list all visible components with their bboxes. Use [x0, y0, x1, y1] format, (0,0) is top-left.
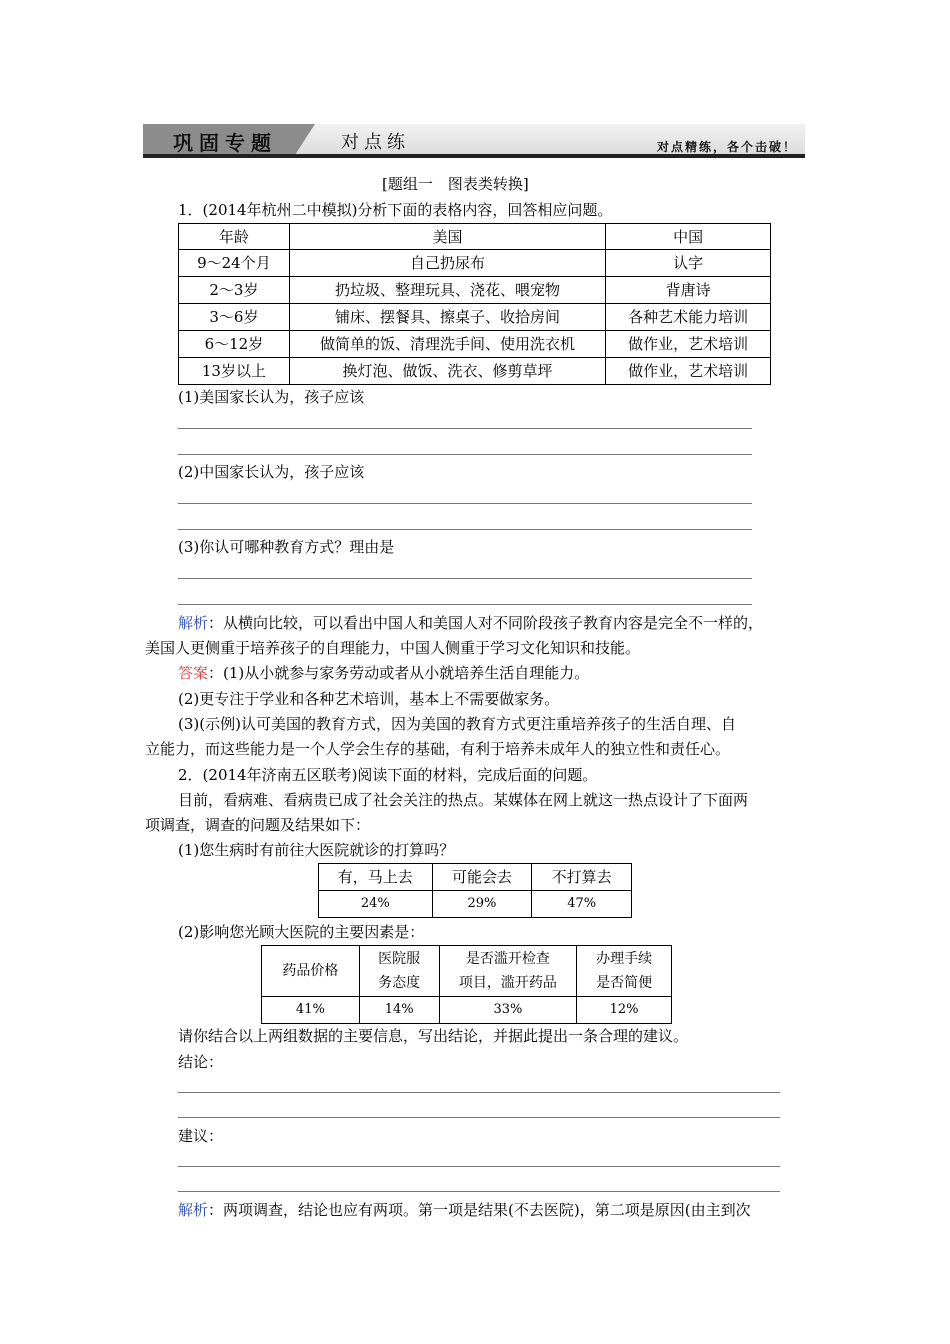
section-banner — [143, 124, 805, 158]
q2-analysis-line1 — [178, 1200, 751, 1220]
table-cell: 做作业，艺术培训 — [606, 358, 771, 385]
survey2-header-cell — [577, 946, 672, 997]
table-cell: 认字 — [606, 250, 771, 277]
survey2-header-line: 是否滥开检查 — [465, 951, 550, 967]
q2-survey1-question: (1)您生病时有前往大医院就诊的打算吗？ — [178, 841, 455, 859]
table-row — [179, 358, 771, 385]
answer-line — [178, 1117, 780, 1118]
table-row — [179, 331, 771, 358]
table-cell: 9～24个月 — [179, 250, 290, 277]
survey2-header-row — [262, 946, 672, 997]
table-header-cell: 年龄 — [179, 224, 290, 250]
answer-line — [178, 428, 752, 429]
survey2-value-cell: 33% — [439, 997, 577, 1024]
survey2-header-cell — [439, 946, 577, 997]
q2-task: 请你结合以上两组数据的主要信息，写出结论，并据此提出一条合理的建议。 — [178, 1027, 689, 1045]
q1-answer3-line2: 立能力，而这些能力是一个人学会生存的基础，有利于培养未成年人的独立性和责任心。 — [145, 740, 731, 758]
table-cell: 扔垃圾、整理玩具、浇花、喂宠物 — [289, 277, 605, 304]
table-row — [179, 277, 771, 304]
table-cell: 6～12岁 — [179, 331, 290, 358]
table-row — [179, 250, 771, 277]
survey2-header-line: 务态度 — [378, 975, 421, 991]
q1-analysis-line1 — [178, 613, 763, 633]
analysis-label: 解析 — [178, 1201, 209, 1219]
analysis-text: ：从横向比较，可以看出中国人和美国人对不同阶段孩子教育内容是完全不一样的， — [208, 614, 764, 632]
survey1-header-cell: 有，马上去 — [319, 864, 433, 891]
answer-line — [178, 1092, 780, 1093]
q1-intro: 1．(2014年杭州二中模拟)分析下面的表格内容，回答相应问题。 — [178, 201, 613, 219]
table-cell: 背唐诗 — [606, 277, 771, 304]
survey2-header-cell — [262, 946, 360, 997]
survey1-value-cell: 29% — [432, 891, 532, 918]
analysis-text: ：两项调查，结论也应有两项。第一项是结果(不去医院)，第二项是原因(由主到次 — [208, 1201, 751, 1219]
survey2-header-line: 药品价格 — [282, 963, 339, 979]
survey1-value-cell: 24% — [319, 891, 433, 918]
table-cell: 2～3岁 — [179, 277, 290, 304]
survey2-header-line: 项目，滥开药品 — [458, 975, 557, 991]
survey2-header-line: 医院服 — [378, 951, 421, 967]
answer-text: ：(1)从小就参与家务劳动或者从小就培养生活自理能力。 — [208, 664, 590, 682]
group-title: [题组一 图表类转换] — [382, 175, 529, 193]
survey2-table — [261, 945, 672, 1024]
survey2-value-cell: 14% — [359, 997, 439, 1024]
q2-intro: 2．(2014年济南五区联考)阅读下面的材料，完成后面的问题。 — [178, 766, 598, 784]
survey1-table — [318, 863, 632, 918]
answer-line — [178, 503, 752, 504]
banner-title: 巩固专题 — [173, 131, 277, 155]
answer-label: 答案 — [178, 664, 209, 682]
table-cell: 铺床、摆餐具、擦桌子、收拾房间 — [289, 304, 605, 331]
survey1-header-cell: 不打算去 — [532, 864, 632, 891]
banner-wedge — [293, 124, 315, 158]
table-cell: 换灯泡、做饭、洗衣、修剪草坪 — [289, 358, 605, 385]
table-cell: 各种艺术能力培训 — [606, 304, 771, 331]
survey2-header-line: 办理手续 — [596, 951, 653, 967]
q1-answer3-line1: (3)(示例)认可美国的教育方式，因为美国的教育方式更注重培养孩子的生活自理、自 — [178, 715, 736, 733]
table-cell: 13岁以上 — [179, 358, 290, 385]
answer-line — [178, 604, 752, 605]
answer-line — [178, 1191, 780, 1192]
table-header-row — [179, 224, 771, 250]
q1-sub1: (1)美国家长认为，孩子应该 — [178, 388, 365, 406]
q1-analysis-line2: 美国人更侧重于培养孩子的自理能力，中国人侧重于学习文化知识和技能。 — [145, 639, 641, 657]
q2-material-line1: 目前，看病难、看病贵已成了社会关注的热点。某媒体在网上就这一热点设计了下面两 — [178, 791, 749, 809]
analysis-label: 解析 — [178, 614, 209, 632]
survey1-value-row — [319, 891, 632, 918]
table-cell: 做简单的饭、清理洗手间、使用洗衣机 — [289, 331, 605, 358]
survey2-header-cell — [359, 946, 439, 997]
survey1-header-cell: 可能会去 — [432, 864, 532, 891]
conclusion-label: 结论： — [178, 1053, 224, 1071]
q1-sub3: (3)你认可哪种教育方式？理由是 — [178, 538, 395, 556]
survey1-value-cell: 47% — [532, 891, 632, 918]
survey1-header-row — [319, 864, 632, 891]
table-cell: 自己扔尿布 — [289, 250, 605, 277]
banner-slogan: 对点精练，各个击破！ — [656, 140, 797, 154]
q1-answer2: (2)更专注于学业和各种艺术培训，基本上不需要做家务。 — [178, 690, 560, 708]
answer-line — [178, 578, 752, 579]
survey2-value-row — [262, 997, 672, 1024]
answer-line — [178, 1166, 780, 1167]
q1-table — [178, 223, 771, 385]
answer-line — [178, 454, 752, 455]
q1-sub2: (2)中国家长认为，孩子应该 — [178, 463, 365, 481]
table-row — [179, 304, 771, 331]
table-header-cell: 中国 — [606, 224, 771, 250]
survey2-value-cell: 41% — [262, 997, 360, 1024]
survey2-header-line: 是否简便 — [596, 975, 653, 991]
banner-subtitle: 对点练 — [341, 132, 410, 153]
table-cell: 3～6岁 — [179, 304, 290, 331]
q2-survey2-question: (2)影响您光顾大医院的主要因素是： — [178, 923, 425, 941]
table-cell: 做作业，艺术培训 — [606, 331, 771, 358]
q1-answer-line1 — [178, 663, 589, 683]
answer-line — [178, 529, 752, 530]
survey2-value-cell: 12% — [577, 997, 672, 1024]
suggestion-label: 建议： — [178, 1127, 224, 1145]
q2-material-line2: 项调查，调查的问题及结果如下： — [145, 816, 371, 834]
table-header-cell: 美国 — [289, 224, 605, 250]
